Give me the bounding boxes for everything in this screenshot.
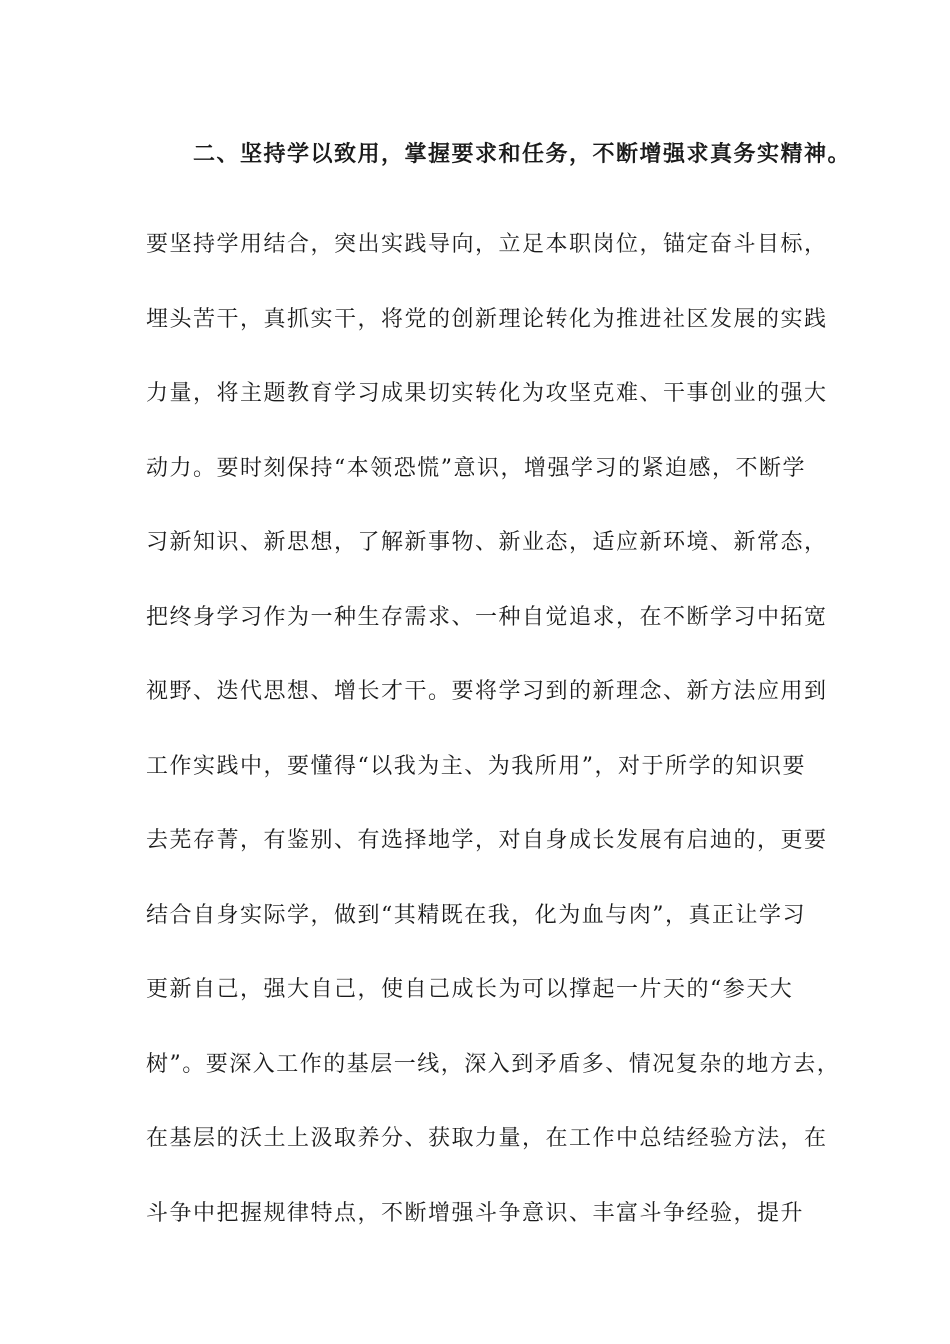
text-line: 力量，将主题教育学习成果切实转化为攻坚克难、干事创业的强大: [146, 381, 828, 406]
text-line: 埋头苦干，真抓实干，将党的创新理论转化为推进社区发展的实践: [146, 306, 828, 332]
text-line: 去芜存菁，有鉴别、有选择地学，对自身成长发展有启迪的，更要: [146, 828, 828, 853]
text-line: 动力。要时刻保持“本领恐慌”意识，增强学习的紧迫感，不断学: [146, 455, 806, 481]
text-line: 斗争中把握规律特点，不断增强斗争意识、丰富斗争经验，提升: [146, 1200, 805, 1226]
text-line: 视野、迭代思想、增长才干。要将学习到的新理念、新方法应用到: [146, 679, 828, 704]
body-paragraph: [146, 208, 841, 1251]
text-line: 结合自身实际学，做到“其精既在我，化为血与肉”，真正让学习: [146, 902, 806, 928]
section-heading: 二、坚持学以致用，掌握要求和任务，不断增强求真务实精神。: [193, 141, 852, 167]
text-line: 更新自己，强大自己，使自己成长为可以撑起一片天的“参天大: [146, 977, 794, 1002]
text-line: 树”。要深入工作的基层一线，深入到矛盾多、情况复杂的地方去，: [146, 1051, 841, 1077]
text-line: 习新知识、新思想，了解新事物、新业态，适应新环境、新常态，: [146, 530, 828, 555]
text-line: 在基层的沃土上汲取养分、获取力量，在工作中总结经验方法，在: [146, 1126, 828, 1151]
text-line: 要坚持学用结合，突出实践导向，立足本职岗位，锚定奋斗目标，: [146, 232, 828, 257]
text-line: 把终身学习作为一种生存需求、一种自觉追求，在不断学习中拓宽: [146, 604, 828, 630]
text-line: 工作实践中，要懂得“以我为主、为我所用”，对于所学的知识要: [146, 753, 806, 779]
